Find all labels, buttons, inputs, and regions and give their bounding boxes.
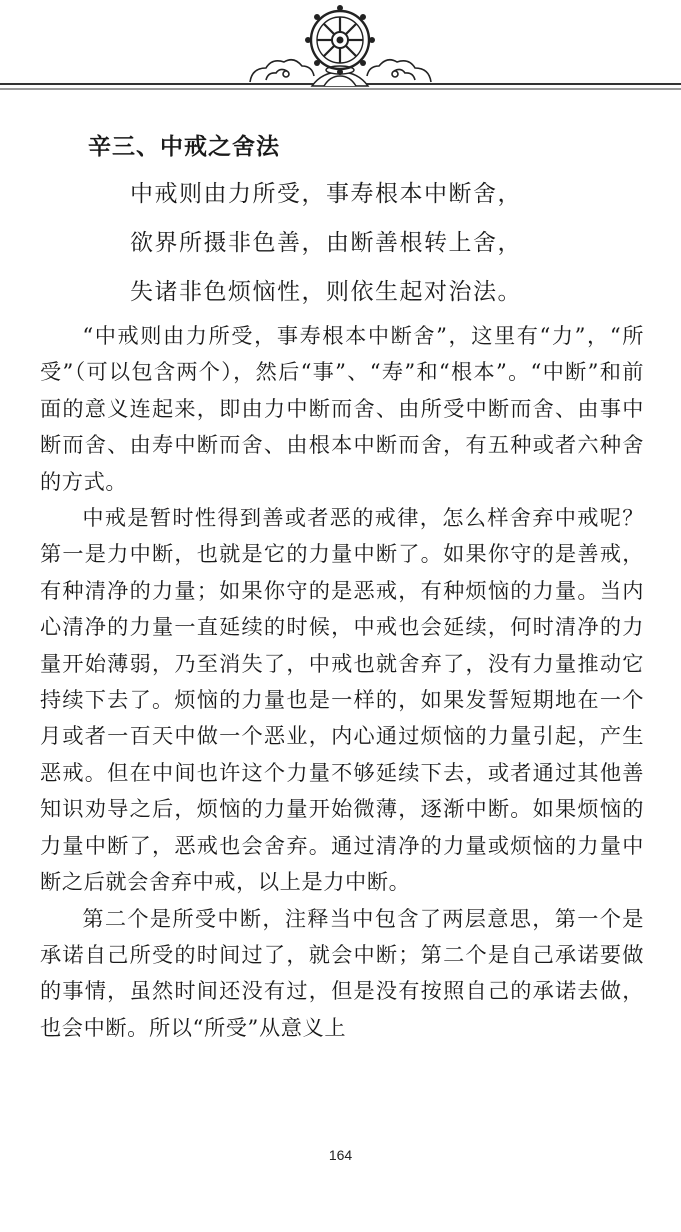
left-cloud-icon — [250, 60, 314, 82]
dharma-wheel-icon — [305, 5, 375, 75]
verse-line: 欲界所摄非色善，由断善根转上舍， — [130, 230, 522, 256]
commentary-body — [40, 318, 644, 1046]
root-verse — [130, 170, 522, 317]
paragraph: 第二个是所受中断，注释当中包含了两层意思，第一个是承诺自己所受的时间过了，就会中断；第二个是自己承诺要做的事情，虽然时间还没有过，但是没有按照自己的承诺去做，也会中断。所以“所受”从意义上 — [40, 905, 644, 1040]
right-cloud-icon — [367, 60, 431, 82]
dharma-wheel-header-ornament — [0, 0, 681, 100]
section-heading: 辛三、中戒之舍法 — [88, 133, 280, 160]
page-number: 164 — [328, 1147, 353, 1163]
paragraph: “中戒则由力所受，事寿根本中断舍”，这里有“力”，“所受”（可以包含两个），然后“事”、“寿”和“根本”。“中断”和前面的意义连起来，即由力中断而舍、由所受中断而舍、由事中断而舍、由寿中断而舍、由根本中断而舍，有五种或者六种舍的方式。 — [40, 323, 644, 494]
verse-line: 中戒则由力所受，事寿根本中断舍， — [130, 181, 522, 207]
verse-line: 失诸非色烦恼性，则依生起对治法。 — [130, 279, 522, 305]
paragraph: 中戒是暂时性得到善或者恶的戒律，怎么样舍弃中戒呢？第一是力中断，也就是它的力量中断了。如果你守的是善戒，有种清净的力量；如果你守的是恶戒，有种烦恼的力量。当内心清净的力量一直延续的时候，中戒也会延续，何时清净的力量开始薄弱，乃至消失了，中戒也就舍弃了，没有力量推动它持续下去了。烦恼的力量也是一样的，如果发誓短期地在一个月或者一百天中做一个恶业，内心通过烦恼的力量引起，产生恶戒。但在中间也许这个力量不够延续下去，或者通过其他善知识劝导之后，烦恼的力量开始微薄，逐渐中断。如果烦恼的力量中断了，恶戒也会舍弃。通过清净的力量或烦恼的力量中断之后就会舍弃中戒，以上是力中断。 — [40, 505, 644, 895]
